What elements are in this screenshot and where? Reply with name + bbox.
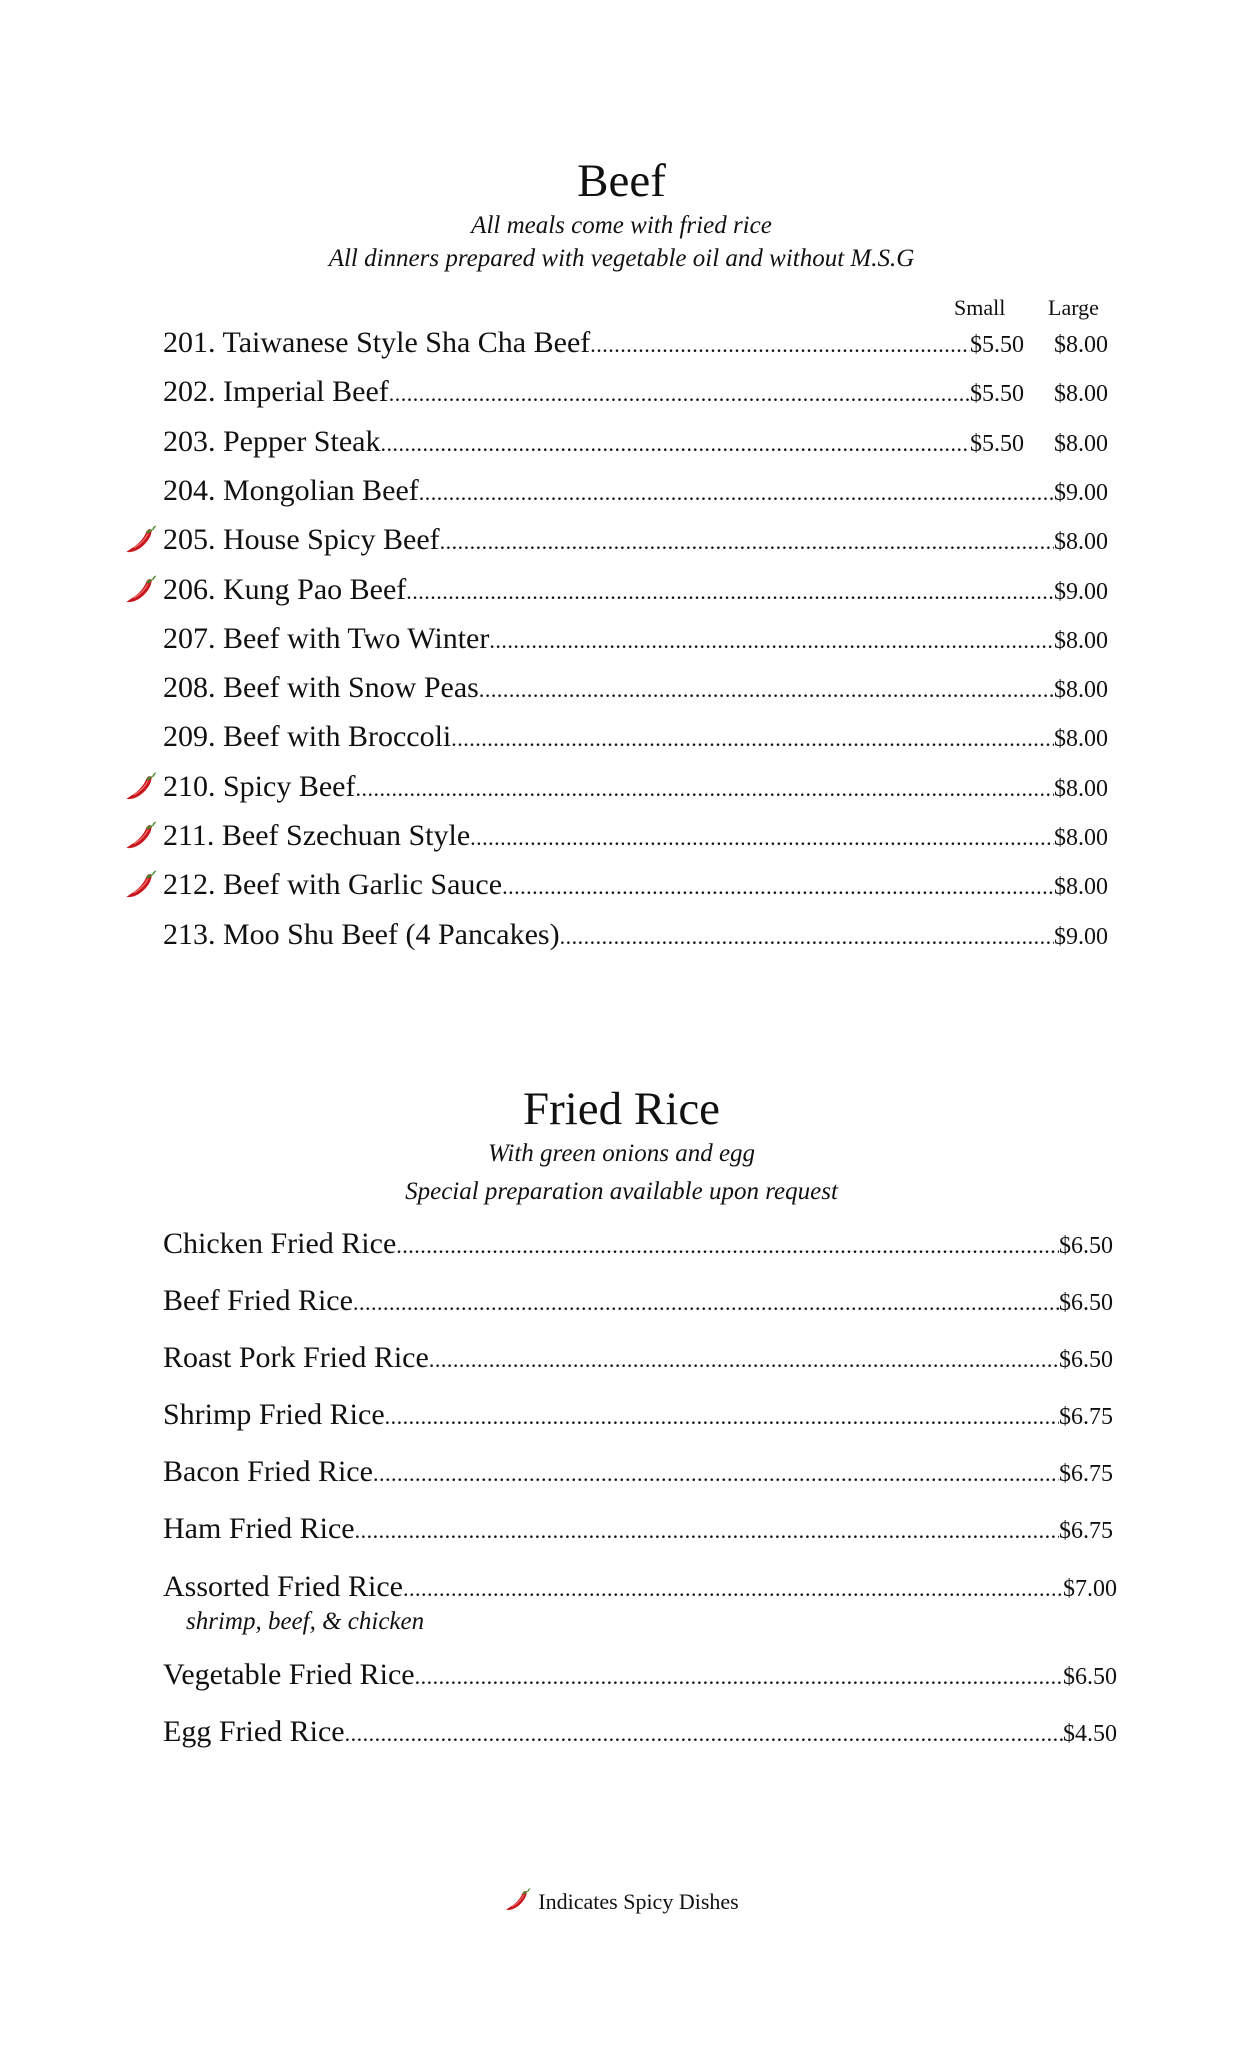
dot-leader: [419, 482, 1054, 504]
rice-menu-item: [163, 1343, 1113, 1373]
spicy-legend: [0, 1886, 1243, 1914]
menu-item-name: Bacon Fried Rice: [163, 1455, 373, 1488]
menu-item-name: 207. Beef with Two Winter: [163, 621, 490, 655]
menu-item-price: $8.00: [1054, 627, 1108, 654]
menu-item-name: 212. Beef with Garlic Sauce: [163, 868, 503, 902]
beef-menu-item: [163, 572, 1108, 606]
beef-subtitle-oil: All dinners prepared with vegetable oil and without M.S.G: [328, 245, 915, 272]
beef-menu-item: [163, 424, 1108, 458]
menu-item-name: 205. House Spicy Beef: [163, 523, 440, 557]
dot-leader: [470, 827, 1054, 849]
menu-item-name: 208. Beef with Snow Peas: [163, 671, 479, 705]
rice-menu-item: [163, 1286, 1113, 1316]
dot-leader: [389, 383, 970, 405]
beef-menu-item: [163, 769, 1108, 803]
chili-pepper-icon: [124, 819, 158, 853]
menu-item-name: Chicken Fried Rice: [163, 1227, 397, 1260]
price-small: $5.50: [970, 430, 1024, 457]
fried-rice-subtitle-onions: With green onions and egg: [487, 1140, 756, 1167]
rice-menu-item: [163, 1457, 1113, 1487]
beef-menu-item: [163, 870, 1108, 900]
menu-item-price: $9.00: [1054, 578, 1108, 605]
chili-pepper-icon: [124, 573, 158, 607]
menu-item-price: $4.50: [1063, 1721, 1117, 1747]
price-large: $8.00: [1054, 381, 1108, 408]
beef-subtitle-meals: All meals come with fried rice: [471, 212, 772, 239]
menu-item-name: 211. Beef Szechuan Style: [163, 819, 471, 852]
dot-leader: [355, 1520, 1059, 1542]
menu-item-price: $8.00: [1054, 775, 1108, 802]
menu-item-price: $6.75: [1059, 1518, 1113, 1544]
column-header-large: Large: [1048, 295, 1099, 320]
dot-leader: [429, 1349, 1059, 1371]
dot-leader: [479, 679, 1054, 701]
rice-menu-item: [163, 1514, 1113, 1544]
dot-leader: [373, 1463, 1059, 1485]
beef-menu-item: [163, 917, 1108, 951]
dot-leader: [451, 728, 1054, 750]
spicy-legend-text: Indicates Spicy Dishes: [538, 1889, 739, 1914]
price-large: $8.00: [1054, 430, 1108, 457]
dot-leader: [385, 1406, 1059, 1428]
dot-leader: [345, 1723, 1063, 1745]
menu-item-price: $8.00: [1054, 677, 1108, 704]
menu-item-name: Assorted Fried Rice: [163, 1570, 403, 1603]
menu-item-name: Vegetable Fried Rice: [163, 1658, 415, 1691]
chili-pepper-icon: [124, 770, 158, 804]
menu-item-price: $9.00: [1054, 479, 1108, 506]
dot-leader: [396, 1235, 1059, 1257]
menu-item-name: Egg Fried Rice: [163, 1715, 345, 1748]
beef-menu-item: [163, 525, 1108, 555]
menu-item-name: 203. Pepper Steak: [163, 424, 381, 458]
menu-item-price: $6.50: [1059, 1290, 1113, 1316]
beef-menu-item: [163, 673, 1108, 703]
beef-menu-item: [163, 473, 1108, 507]
menu-item-name: 210. Spicy Beef: [163, 769, 356, 803]
rice-menu-item: [163, 1572, 1117, 1602]
dot-leader: [440, 531, 1054, 553]
menu-item-name: Ham Fried Rice: [163, 1512, 355, 1545]
rice-menu-item: [163, 1229, 1113, 1259]
beef-menu-item: [163, 328, 1108, 358]
menu-item-price: $8.00: [1054, 726, 1108, 753]
price-small: $5.50: [970, 332, 1024, 358]
rice-menu-item: [163, 1717, 1117, 1747]
dot-leader: [406, 581, 1054, 603]
menu-item-note: shrimp, beef, & chicken: [186, 1608, 425, 1635]
dot-leader: [353, 1292, 1059, 1314]
dot-leader: [380, 433, 970, 455]
dot-leader: [403, 1578, 1063, 1600]
menu-item-price: $6.50: [1059, 1347, 1113, 1373]
beef-menu-item: [163, 821, 1108, 851]
beef-menu-item: [163, 377, 1108, 407]
dot-leader: [415, 1666, 1063, 1688]
menu-item-name: 204. Mongolian Beef: [163, 473, 419, 507]
chili-pepper-icon: [504, 1886, 532, 1914]
chili-pepper-icon: [124, 868, 158, 902]
menu-item-name: 201. Taiwanese Style Sha Cha Beef: [163, 326, 591, 359]
menu-item-price: $6.75: [1059, 1461, 1113, 1487]
menu-item-price: $7.00: [1063, 1576, 1117, 1602]
fried-rice-subtitle-request: Special preparation available upon request: [405, 1178, 838, 1205]
menu-item-price: $6.50: [1059, 1233, 1113, 1259]
menu-item-name: 206. Kung Pao Beef: [163, 572, 407, 606]
dot-leader: [355, 778, 1054, 800]
beef-menu-item: [163, 722, 1108, 752]
dot-leader: [489, 630, 1054, 652]
fried-rice-section-title: Fried Rice: [522, 1083, 721, 1135]
menu-item-name: Beef Fried Rice: [163, 1284, 353, 1317]
menu-item-price: $8.00: [1054, 529, 1108, 556]
chili-pepper-icon: [124, 523, 158, 557]
beef-menu-item: [163, 621, 1108, 655]
rice-menu-item: [163, 1400, 1113, 1430]
rice-menu-item: [163, 1660, 1117, 1690]
menu-item-price: $6.75: [1059, 1404, 1113, 1430]
price-large: $8.00: [1054, 332, 1108, 358]
menu-item-price: $9.00: [1054, 923, 1108, 950]
price-small: $5.50: [970, 381, 1024, 408]
column-header-small: Small: [954, 295, 1006, 320]
menu-item-name: Roast Pork Fried Rice: [163, 1341, 429, 1374]
menu-item-price: $8.00: [1054, 825, 1108, 851]
menu-item-name: 213. Moo Shu Beef (4 Pancakes): [163, 917, 560, 951]
dot-leader: [590, 334, 970, 356]
menu-item-name: Shrimp Fried Rice: [163, 1398, 385, 1431]
dot-leader: [502, 876, 1054, 898]
dot-leader: [560, 926, 1054, 948]
menu-item-price: $8.00: [1054, 874, 1108, 901]
menu-item-name: 202. Imperial Beef: [163, 375, 389, 409]
beef-section-title: Beef: [577, 155, 666, 207]
menu-item-price: $6.50: [1063, 1664, 1117, 1690]
menu-item-name: 209. Beef with Broccoli: [163, 720, 452, 754]
